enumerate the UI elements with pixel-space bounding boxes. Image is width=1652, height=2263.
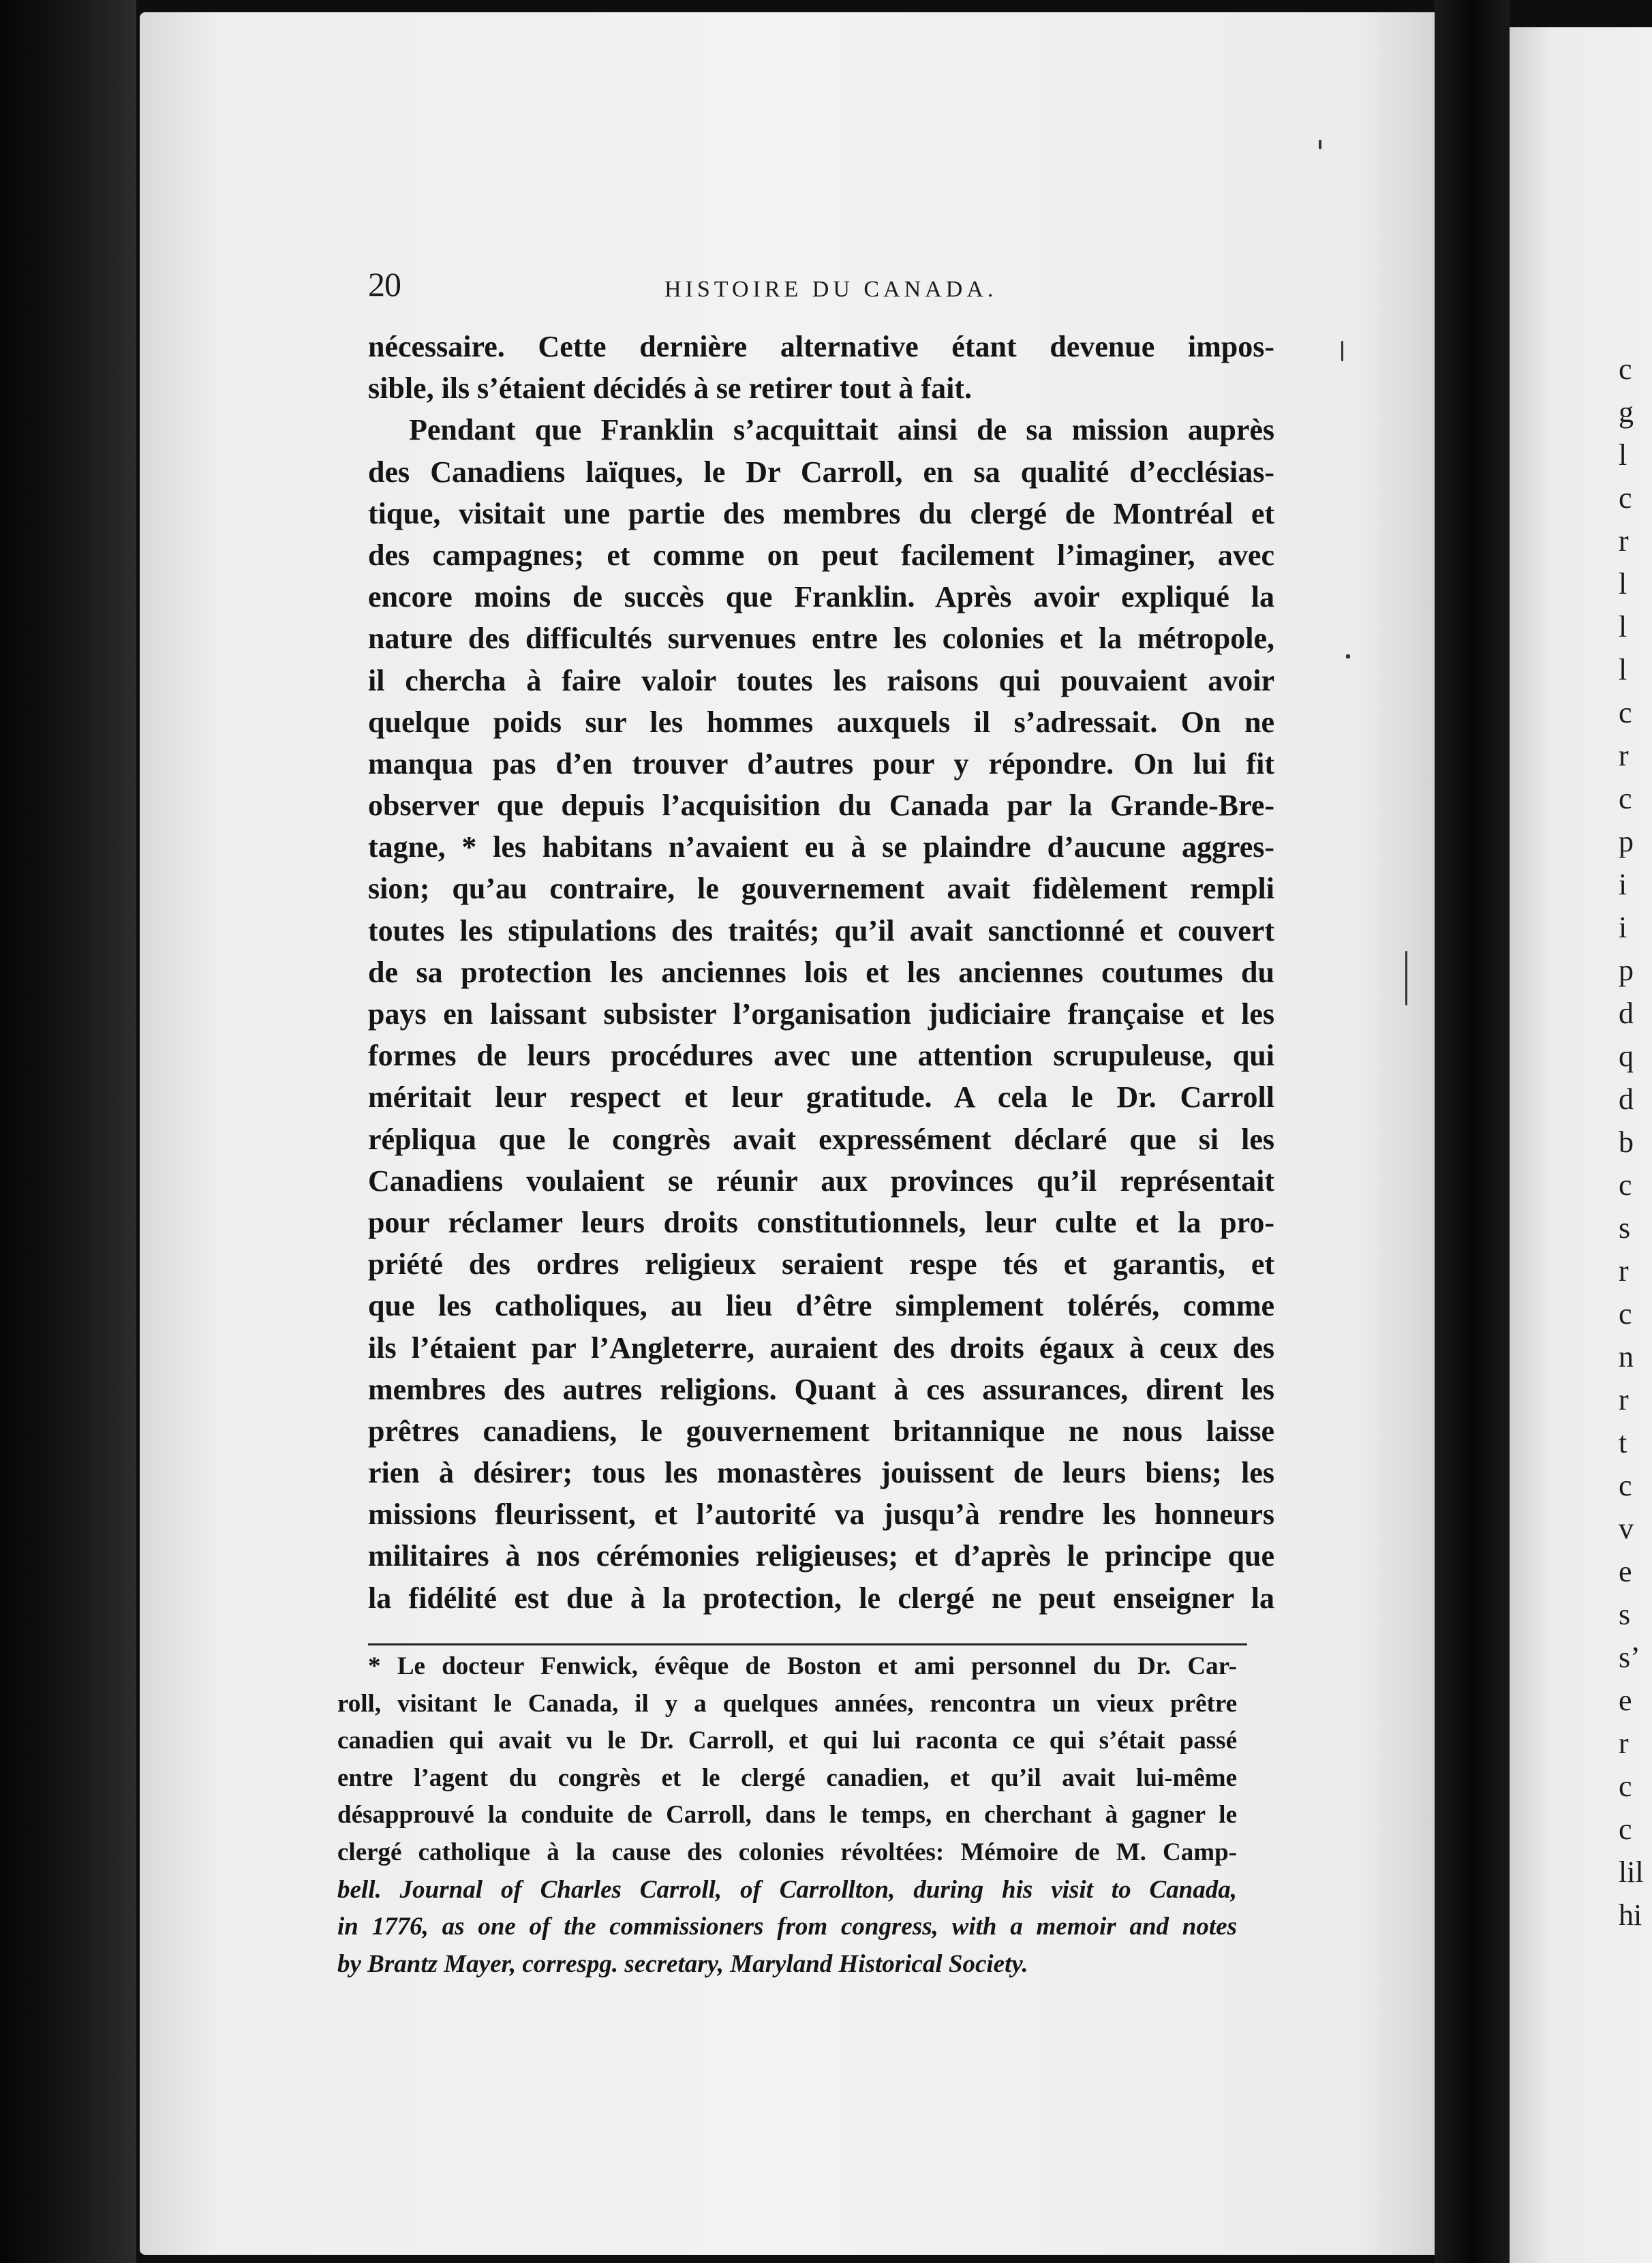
body-line: tique, visitait une partie des membres du clergé de Montréal et <box>368 496 1274 530</box>
facing-fragment: c <box>1619 1168 1632 1202</box>
facing-fragment: c <box>1619 1812 1632 1846</box>
facing-fragment: v <box>1619 1512 1634 1545</box>
body-line: missions fleurissent, et l’autorité va jusqu’à rendre les honneurs <box>368 1498 1274 1532</box>
body-line: tagne, * les habitans n’avaient eu à se plaindre d’aucune aggres- <box>368 830 1274 864</box>
facing-page-fragments <box>1619 348 1652 1937</box>
facing-fragment: r <box>1619 1254 1629 1288</box>
footnote-line: canadien qui avait vu le Dr. Carroll, et qui lui raconta ce qui s’était passé <box>337 1727 1237 1755</box>
body-line: pays en laissant subsister l’organisation judiciaire française et les <box>368 997 1274 1031</box>
facing-fragment: e <box>1619 1684 1632 1717</box>
body-line: membres des autres religions. Quant à ces assurances, dirent les <box>368 1372 1274 1406</box>
facing-fragment: c <box>1619 782 1632 815</box>
body-line: sion; qu’au contraire, le gouvernement avait fidèlement rempli <box>368 872 1274 906</box>
facing-fragment: n <box>1619 1340 1634 1373</box>
scan-speck <box>1405 951 1407 1005</box>
body-line: observer que depuis l’acquisition du Canada par la Grande-Bre- <box>368 789 1274 823</box>
body-line: toutes les stipulations des traités; qu’il avait sanctionné et couvert <box>368 913 1274 947</box>
page-number: 20 <box>368 265 401 303</box>
facing-fragment: lil <box>1619 1855 1644 1889</box>
body-line: nature des difficultés survenues entre les colonies et la métropole, <box>368 622 1274 656</box>
body-line: de sa protection les anciennes lois et les anciennes coutumes du <box>368 955 1274 989</box>
facing-fragment: p <box>1619 825 1634 858</box>
facing-fragment: r <box>1619 1383 1629 1416</box>
body-line: sible, ils s’étaient décidés à se retirer tout à fait. <box>368 371 972 406</box>
footnote <box>337 1648 1237 1983</box>
facing-fragment: l <box>1619 438 1627 472</box>
facing-fragment: c <box>1619 1770 1632 1803</box>
facing-fragment: hi <box>1619 1898 1642 1932</box>
footnote-line: bell. Journal of Charles Carroll, of Carrollton, during his visit to Canada, <box>337 1875 1237 1904</box>
facing-fragment: c <box>1619 481 1632 515</box>
facing-fragment: c <box>1619 1297 1632 1331</box>
facing-fragment: i <box>1619 911 1627 944</box>
body-line: priété des ordres religieux seraient respe tés et garantis, et <box>368 1247 1274 1281</box>
facing-fragment: r <box>1619 524 1629 558</box>
body-line: il chercha à faire valoir toutes les raisons qui pouvaient avoir <box>368 663 1274 697</box>
body-line: manqua pas d’en trouver d’autres pour y répondre. On lui fit <box>368 746 1274 780</box>
facing-fragment: t <box>1619 1426 1627 1459</box>
footnote-line: by Brantz Mayer, correspg. secretary, Maryland Historical Society. <box>337 1949 1028 1978</box>
body-line: méritait leur respect et leur gratitude. A cela le Dr. Carroll <box>368 1080 1274 1114</box>
facing-fragment: b <box>1619 1125 1634 1159</box>
facing-fragment: s’ <box>1619 1641 1640 1674</box>
facing-page-edge <box>1510 27 1652 2263</box>
body-line: des campagnes; et comme on peut facilement l’imaginer, avec <box>368 538 1274 572</box>
body-line: Pendant que Franklin s’acquittait ainsi de sa mission auprès <box>409 413 1274 447</box>
scan-left-edge <box>0 0 136 2263</box>
body-line: encore moins de succès que Franklin. Après avoir expliqué la <box>368 580 1274 614</box>
body-line: des Canadiens laïques, le Dr Carroll, en sa qualité d’ecclésias- <box>368 455 1274 489</box>
body-line: ils l’étaient par l’Angleterre, auraient des droits égaux à ceux des <box>368 1331 1274 1365</box>
body-line: nécessaire. Cette dernière alternative étant devenue impos- <box>368 330 1274 363</box>
facing-fragment: i <box>1619 868 1627 901</box>
facing-fragment: q <box>1619 1039 1634 1073</box>
facing-fragment: r <box>1619 739 1629 772</box>
scan-speck <box>1346 654 1350 658</box>
facing-fragment: c <box>1619 352 1632 386</box>
facing-fragment: p <box>1619 954 1634 987</box>
body-line: pour réclamer leurs droits constitutionnels, leur culte et la pro- <box>368 1205 1274 1239</box>
footnote-line: in 1776, as one of the commissioners from congress, with a memoir and notes <box>337 1913 1237 1941</box>
scan-speck <box>1341 341 1343 361</box>
facing-fragment: l <box>1619 610 1627 643</box>
facing-fragment: s <box>1619 1598 1631 1631</box>
footnote-line: * Le docteur Fenwick, évêque de Boston et ami personnel du Dr. Car- <box>368 1652 1237 1680</box>
facing-fragment: g <box>1619 395 1634 429</box>
facing-fragment: d <box>1619 1082 1634 1116</box>
facing-fragment: s <box>1619 1211 1631 1245</box>
book-gutter <box>1435 0 1510 2263</box>
body-line: prêtres canadiens, le gouvernement britannique ne nous laisse <box>368 1414 1274 1448</box>
footnote-line: entre l’agent du congrès et le clergé canadien, et qu’il avait lui-même <box>337 1763 1237 1792</box>
facing-fragment: c <box>1619 696 1632 729</box>
facing-fragment: e <box>1619 1555 1632 1588</box>
body-line: rien à désirer; tous les monastères jouissent de leurs biens; les <box>368 1456 1274 1490</box>
body-line: répliqua que le congrès avait expressément déclaré que si les <box>368 1122 1274 1156</box>
body-line: quelque poids sur les hommes auxquels il s’adressait. On ne <box>368 705 1274 739</box>
footnote-rule <box>368 1643 1247 1645</box>
body-text <box>368 326 1274 1619</box>
body-line: militaires à nos cérémonies religieuses; et d’après le principe que <box>368 1539 1274 1573</box>
facing-fragment: d <box>1619 997 1634 1030</box>
footnote-line: clergé catholique à la cause des colonies révoltées: Mémoire de M. Camp- <box>337 1838 1237 1866</box>
body-line: Canadiens voulaient se réunir aux provinces qu’il représentait <box>368 1164 1274 1198</box>
facing-fragment: c <box>1619 1469 1632 1502</box>
facing-fragment: r <box>1619 1727 1629 1760</box>
footnote-line: désapprouvé la conduite de Carroll, dans le temps, en cherchant à gagner le <box>337 1801 1237 1829</box>
body-line: la fidélité est due à la protection, le clergé ne peut enseigner la <box>368 1581 1274 1615</box>
body-line: que les catholiques, au lieu d’être simplement tolérés, comme <box>368 1289 1274 1323</box>
body-line: formes de leurs procédures avec une attention scrupuleuse, qui <box>368 1039 1274 1073</box>
footnote-line: roll, visitant le Canada, il y a quelques années, rencontra un vieux prêtre <box>337 1689 1237 1718</box>
running-title: HISTOIRE DU CANADA. <box>664 277 998 302</box>
facing-fragment: l <box>1619 567 1627 601</box>
facing-fragment: l <box>1619 653 1627 686</box>
scan-speck <box>1319 140 1321 149</box>
